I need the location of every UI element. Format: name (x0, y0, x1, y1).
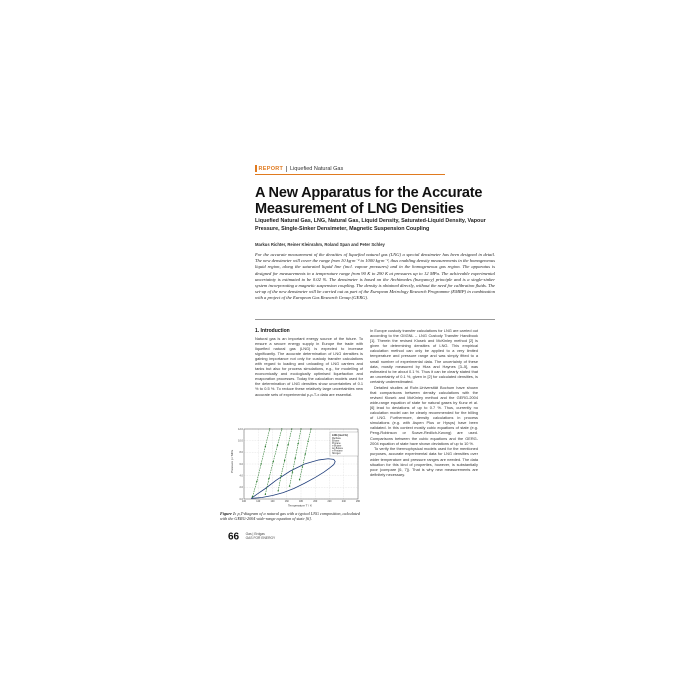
figure-caption (220, 511, 365, 522)
paragraph: Natural gas is an important energy source of the future. To ensure a secure energy supply in Europe the trade with liquefied natural gas (LNG) is expected to increase significantly. The accurate determination of LNG densities is gaining importance not only for custody transfer calculations with regard to loading and unloading of LNG carriers and tanks but also for process simulations, e.g., for modelling of economically and ecologically optimised liquefaction and evaporation processes. Today the calculation models used for the determination of LNG densities show uncertainties of 0.1 % to 0.5 %. To reduce these relatively large uncertainties new accurate sets of experimental p-ρ-T-x data are essential. (255, 335, 363, 397)
x-axis-label: Temperature T / K (288, 503, 312, 508)
y-axis-label: Pressure p / MPa (230, 449, 234, 473)
page-number: 66 (228, 531, 240, 543)
y-tick-label: 4.0 (239, 474, 243, 478)
x-tick-label: 220 (327, 500, 332, 504)
data-point (278, 490, 279, 491)
x-tick-label: 180 (299, 500, 303, 504)
caption-text: p,T-diagram of a natural gas with a typical LNG composition, calculated with the GERG-2004 wide-range equation of state [6]. (220, 511, 360, 522)
y-tick-label: 12.0 (238, 427, 243, 431)
data-point (265, 446, 266, 447)
page-folio (228, 528, 275, 546)
section-heading: 1. Introduction (255, 328, 290, 334)
data-point (287, 444, 288, 445)
data-point (252, 496, 253, 497)
paragraph: Detailed studies at Ruhr-Universität Bochum have shown that comparisons between density calculations with the revised Klosek and McKinley method and the GERG-2004 wide-range equation of state for natural gases by Kunz et al. [6] lead to deviations of up to 0.7 %. Thus, currently no calculation model can be clearly recommended for the billing of LNG. Furthermore, density calculations in process simulations (e.g. with Aspen Plus or Hysys) have been validated. In this context mostly cubic equations of state (e.g. Peng-Robinson or Soave-Redlich-Kwong) are used. Comparisons between the cubic equations and the GERG-2004 equation of state have shown deviations of up to 10 %. (370, 384, 478, 446)
legend-entry: Ethane (332, 440, 340, 443)
abstract-rule (255, 319, 495, 320)
data-point (299, 479, 300, 480)
figure-1 (230, 423, 364, 508)
data-point (289, 485, 290, 486)
magazine-info (246, 533, 276, 540)
legend-entry: Methane (332, 438, 341, 441)
legend-entry: n-Pentane (332, 450, 343, 453)
section-bar (255, 165, 257, 172)
pt-diagram (230, 423, 364, 508)
x-tick-label: 160 (284, 500, 289, 504)
intro-col1 (255, 336, 363, 397)
data-point (305, 453, 306, 454)
paragraph: To verify the thermophysical models used for the mentioned purposes, accurate experimental data for LNG densities over wider temperature and pressure ranges are needed. The data situation for this kind of properties, however, is substantially poor (compare [6, 7]). That is why new measurements are definitely necessary. (370, 446, 478, 477)
data-point (284, 460, 285, 461)
legend-entry: Nitrogen (332, 453, 341, 456)
data-point (302, 466, 303, 467)
y-tick-label: 2.0 (239, 486, 243, 490)
x-tick-label: 140 (270, 500, 275, 504)
y-tick-label: 10.0 (238, 439, 243, 443)
x-tick-label: 200 (313, 500, 318, 504)
legend-title: LNG (mol-%) (332, 434, 348, 437)
y-tick-label: 8.0 (239, 451, 243, 455)
x-tick-label: 260 (356, 500, 360, 504)
magazine-name: GAS FOR ENERGY (245, 535, 276, 540)
section-separator (286, 166, 287, 172)
data-point (307, 441, 308, 442)
article-authors: Markus Richter, Reiner Kleinrahm, Roland Span and Peter Schley (255, 242, 385, 247)
legend-entry: iso-Butane (332, 448, 343, 451)
article-keywords: Liquefied Natural Gas, LNG, Natural Gas, Liquid Density, Saturated-Liquid Density, Vapour Pressure, Single-Sinker Densimeter, Magnetic Suspension Coupling (255, 218, 486, 232)
article-title: A New Apparatus for the Accurate Measurement of LNG Densities (255, 185, 483, 217)
y-tick-label: 0.0 (239, 497, 243, 501)
intro-col2 (370, 328, 478, 477)
article-abstract: For the accurate measurement of the densities of liquefied natural gas (LNG) a special densimeter has been designed in detail. The new densimeter will cover the range from 10 kg·m⁻³ to 1000 kg·m⁻³, thus enabling density measurements in the homogeneous liquid region, along the saturated liquid line (incl. vapour pressures) and in the homogeneous gas region. The apparatus is designed for measurements in a temperature range from 90 K to 290 K at pressures up to 12 MPa. The achievable experimental uncertainty is estimated to be 0.02 %. The densimeter is based on the Archimedes (buoyancy) principle and is a single-sinker system incorporating a magnetic suspension coupling. The density is obtained directly, without the need for calibration fluids. The set-up of the new densimeter will be carried out as part of the European Metrology Research Programme (EMRP) in combination with a project of the European Gas Research Group (GERG). (255, 252, 495, 301)
data-point (297, 443, 298, 444)
legend-entry: n-Butane (332, 445, 342, 448)
paragraph: In Europe custody transfer calculations for LNG are carried out according to the GIIGNL – LNG Custody Transfer Handbook [1]. Therein the revised Klosek and McKinley method [2] is given for determining densities of LNG. This empirical calculation method can only be applied to a very limited temperature and pressure range and was simply fitted to a small number of experimental data. The uncertainty of these data, mostly measured by Hiza and Haynes [3–5], was estimated to be about 0.1 %. Thus it can be clearly stated that an uncertainty of 0.1 %, given in [2] for calculated densities, is certainly underestimated. (370, 328, 478, 384)
data-point (277, 445, 278, 446)
section-label: REPORT (258, 165, 284, 172)
data-point (260, 463, 261, 464)
x-tick-label: 120 (256, 500, 261, 504)
issue-label: Gas | Erdgas (245, 532, 265, 537)
data-point (292, 471, 293, 472)
y-tick-label: 6.0 (239, 462, 243, 466)
data-point (273, 461, 274, 462)
data-point (268, 478, 269, 479)
section-topic: Liquefied Natural Gas (290, 165, 344, 172)
data-point (295, 457, 296, 458)
caption-label: Figure 1: (220, 511, 237, 516)
section-tag (255, 165, 343, 172)
text-column-left (255, 328, 363, 397)
chart-legend (330, 432, 358, 456)
text-column-right (370, 328, 478, 478)
section-rule (255, 174, 445, 175)
data-point (265, 494, 266, 495)
x-tick-label: 240 (341, 500, 346, 504)
legend-entry: Propane (332, 443, 341, 446)
data-point (280, 475, 281, 476)
x-tick-label: 100 (242, 500, 246, 504)
data-point (256, 481, 257, 482)
